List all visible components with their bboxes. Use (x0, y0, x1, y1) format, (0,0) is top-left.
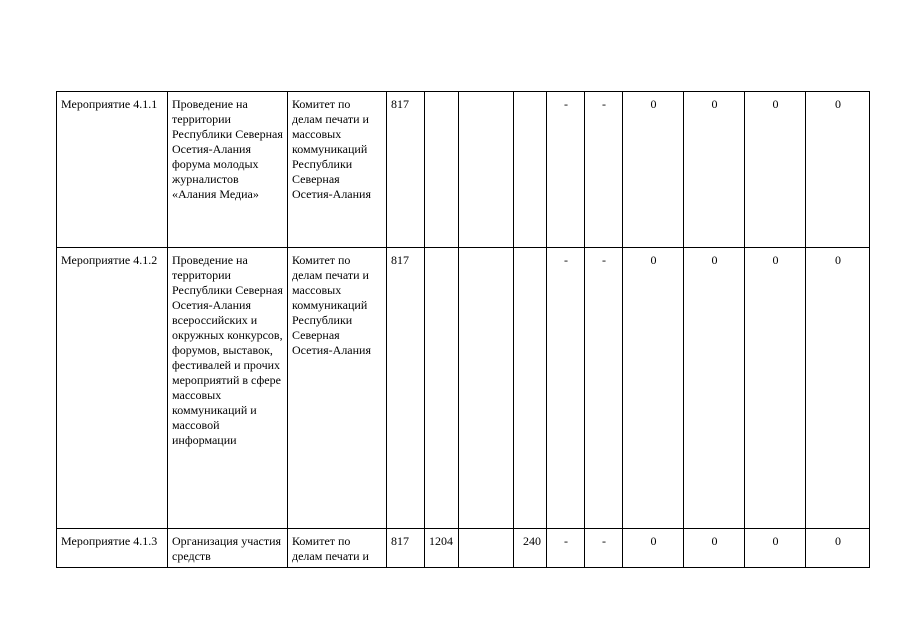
grbs-cell: 817 (387, 529, 425, 568)
value-cell-1: - (547, 248, 585, 529)
value-cell-2: - (585, 92, 623, 248)
value-cell-3: 0 (623, 92, 684, 248)
value-cell-3: 0 (623, 529, 684, 568)
csr-cell (459, 92, 514, 248)
event-cell: Мероприятие 4.1.1 (57, 92, 168, 248)
value-cell-6: 0 (806, 248, 870, 529)
grbs-cell: 817 (387, 92, 425, 248)
description-cell: Организация участия средств (168, 529, 288, 568)
executor-cell: Комитет по делам печати и массовых коммуникаций Республики Северная Осетия-Алания (288, 92, 387, 248)
description-cell: Проведение на территории Республики Северная Осетия-Алания форума молодых журналистов «Алания Медиа» (168, 92, 288, 248)
executor-cell: Комитет по делам печати и массовых коммуникаций Республики Северная Осетия-Алания (288, 248, 387, 529)
value-cell-2: - (585, 529, 623, 568)
event-cell: Мероприятие 4.1.2 (57, 248, 168, 529)
grbs-cell: 817 (387, 248, 425, 529)
value-cell-2: - (585, 248, 623, 529)
value-cell-5: 0 (745, 248, 806, 529)
value-cell-5: 0 (745, 529, 806, 568)
vr-cell (514, 248, 547, 529)
value-cell-4: 0 (684, 248, 745, 529)
rzpr-cell: 1204 (425, 529, 459, 568)
csr-cell (459, 529, 514, 568)
value-cell-1: - (547, 92, 585, 248)
value-cell-1: - (547, 529, 585, 568)
value-cell-4: 0 (684, 92, 745, 248)
program-table (56, 91, 870, 568)
rzpr-cell (425, 92, 459, 248)
vr-cell: 240 (514, 529, 547, 568)
value-cell-4: 0 (684, 529, 745, 568)
description-cell: Проведение на территории Республики Северная Осетия-Алания всероссийских и окружных конкурсов, форумов, выставок, фестивалей и прочих мероприятий в сфере массовых коммуникаций и массовой информации (168, 248, 288, 529)
table-row (57, 248, 870, 529)
vr-cell (514, 92, 547, 248)
value-cell-6: 0 (806, 92, 870, 248)
table-row (57, 92, 870, 248)
rzpr-cell (425, 248, 459, 529)
table-row (57, 529, 870, 568)
value-cell-5: 0 (745, 92, 806, 248)
csr-cell (459, 248, 514, 529)
executor-cell: Комитет по делам печати и (288, 529, 387, 568)
event-cell: Мероприятие 4.1.3 (57, 529, 168, 568)
value-cell-3: 0 (623, 248, 684, 529)
value-cell-6: 0 (806, 529, 870, 568)
